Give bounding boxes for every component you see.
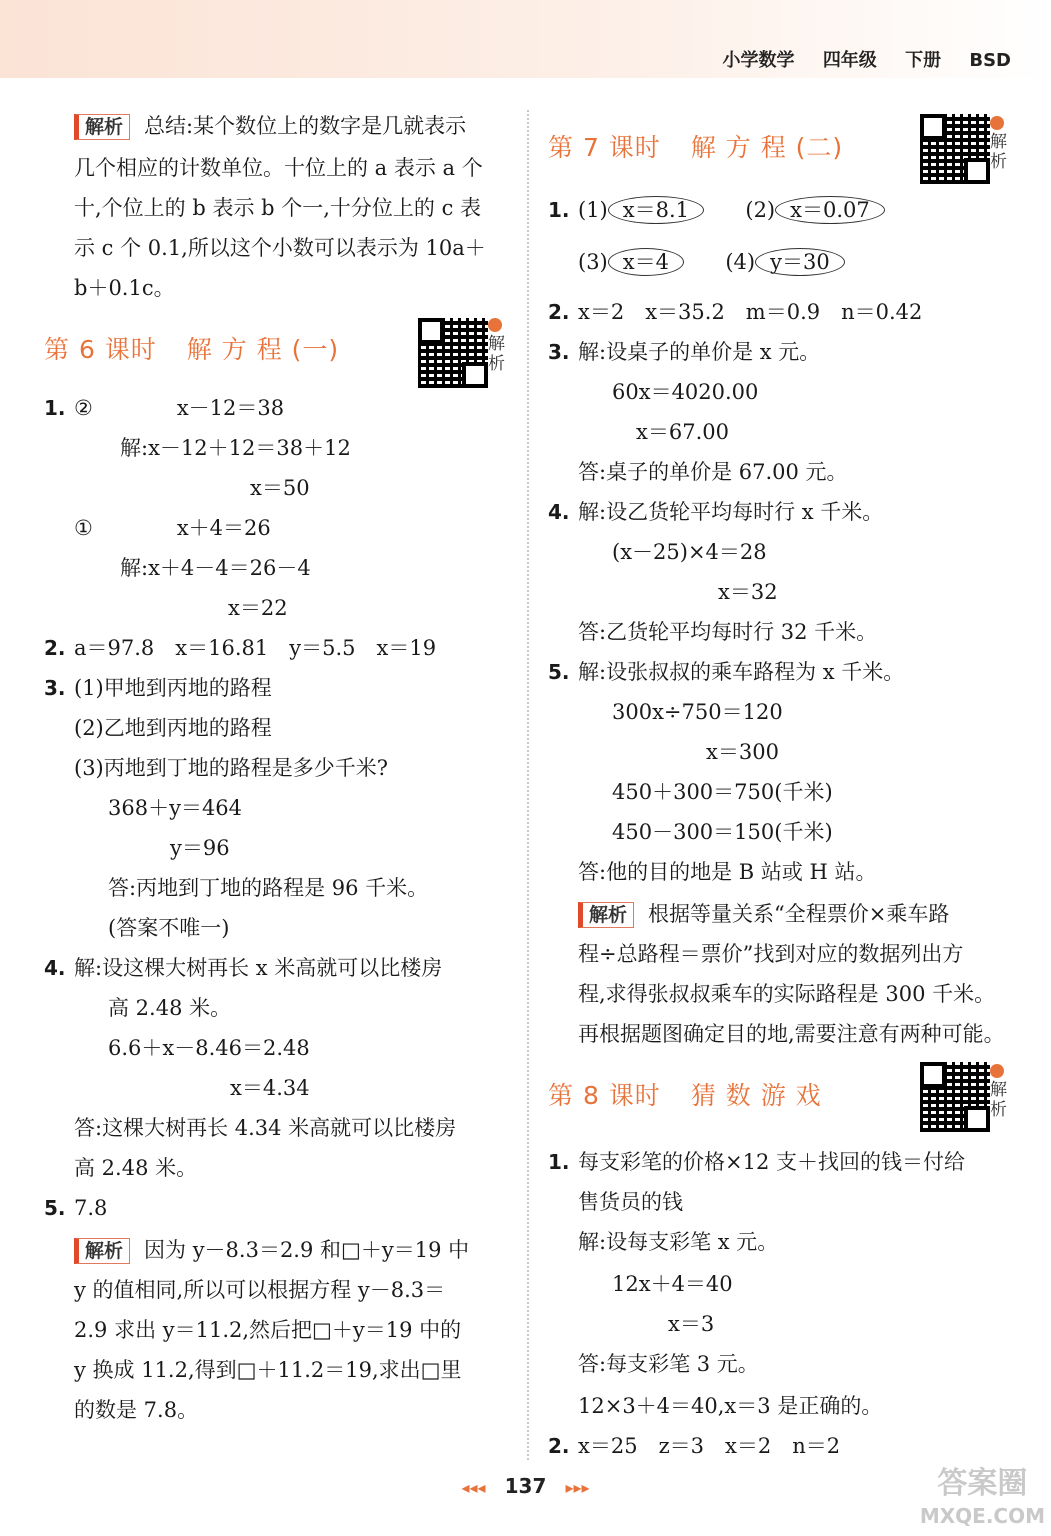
solution-line: 450－300＝150(千米) bbox=[612, 820, 833, 844]
solution-line: 解:x－12＋12＝38＋12 bbox=[120, 436, 351, 460]
solution-line: ① x＋4＝26 bbox=[74, 516, 271, 540]
page-footer bbox=[0, 1474, 1051, 1498]
solution-line: ② x－12＝38 bbox=[74, 396, 285, 420]
grade: 四年级 bbox=[822, 50, 877, 71]
solution-line: 解:设每支彩笔 x 元。 bbox=[578, 1230, 779, 1254]
solution-line: 450＋300＝750(千米) bbox=[612, 780, 833, 804]
q-number: 1. bbox=[44, 396, 66, 420]
next-arrows-icon: ▸▸▸ bbox=[565, 1478, 590, 1497]
edition: BSD bbox=[969, 50, 1011, 71]
analysis-line: 再根据题图确定目的地,需要注意有两种可能。 bbox=[578, 1022, 1005, 1046]
solution-line: 答:乙货轮平均每时行 32 千米。 bbox=[578, 620, 878, 644]
qr-code-icon[interactable] bbox=[418, 318, 488, 388]
analysis-tag: 解析 bbox=[74, 1238, 130, 1264]
solution-line: 答:桌子的单价是 67.00 元。 bbox=[578, 460, 848, 484]
solution-line: 答:丙地到丁地的路程是 96 千米。 bbox=[108, 876, 429, 900]
analysis-tag: 解析 bbox=[74, 114, 130, 140]
solution-line: x＝300 bbox=[706, 740, 779, 764]
intro-line: 解析 总结:某个数位上的数字是几就表示 bbox=[74, 112, 466, 140]
prev-arrows-icon: ◂◂◂ bbox=[461, 1478, 486, 1497]
intro-line: 几个相应的计数单位。十位上的 a 表示 a 个 bbox=[74, 156, 483, 180]
analysis-line: 程÷总路程＝票价”找到对应的数据列出方 bbox=[578, 942, 964, 966]
analysis-line: 2.9 求出 y＝11.2,然后把□＋y＝19 中的 bbox=[74, 1318, 462, 1342]
analysis-line: 解析 根据等量关系“全程票价×乘车路 bbox=[578, 900, 949, 928]
circled-answer: y＝30 bbox=[755, 248, 845, 276]
solution-line: x＝32 bbox=[718, 580, 778, 604]
solution-line: 6.6＋x－8.46＝2.48 bbox=[108, 1036, 310, 1060]
solution-line: x＝4.34 bbox=[230, 1076, 310, 1100]
lesson-6-title: 第 6 课时 解 方 程 (一) bbox=[44, 335, 340, 364]
solution-line: 300x÷750＝120 bbox=[612, 700, 783, 724]
solution-line: 售货员的钱 bbox=[578, 1190, 683, 1214]
solution-line: 12x＋4＝40 bbox=[612, 1272, 733, 1296]
lesson-8-title: 第 8 课时 猜 数 游 戏 bbox=[548, 1081, 822, 1110]
solution-line: (2)乙地到丙地的路程 bbox=[74, 716, 272, 740]
lesson-7-title: 第 7 课时 解 方 程 (二) bbox=[548, 133, 844, 162]
running-header bbox=[701, 46, 1011, 72]
play-icon bbox=[990, 116, 1004, 130]
page-number: 137 bbox=[504, 1474, 547, 1498]
analysis-line: 的数是 7.8。 bbox=[74, 1398, 199, 1422]
analysis-line: 解析 因为 y－8.3＝2.9 和□＋y＝19 中 bbox=[74, 1236, 469, 1264]
solution-line: (x－25)×4＝28 bbox=[612, 540, 767, 564]
analysis-line: y 的值相同,所以可以根据方程 y－8.3＝ bbox=[74, 1278, 446, 1302]
circled-answer: x＝4 bbox=[608, 248, 684, 276]
solution-line: y＝96 bbox=[170, 836, 230, 860]
q-number: 2. bbox=[548, 300, 570, 324]
qr-code-icon[interactable] bbox=[920, 1062, 990, 1132]
solution-line: 368＋y＝464 bbox=[108, 796, 243, 820]
solution-line: x＝2 x＝35.2 m＝0.9 n＝0.42 bbox=[578, 300, 923, 324]
solution-line: (1)甲地到丙地的路程 bbox=[74, 676, 272, 700]
term: 下册 bbox=[905, 50, 942, 71]
play-icon bbox=[990, 1064, 1004, 1078]
solution-line: 解:设乙货轮平均每时行 x 千米。 bbox=[578, 500, 884, 524]
q-number: 3. bbox=[44, 676, 66, 700]
solution-line: x＝50 bbox=[250, 476, 310, 500]
q-number: 2. bbox=[44, 636, 66, 660]
solution-line: x＝25 z＝3 x＝2 n＝2 bbox=[578, 1434, 841, 1458]
analysis-line: 程,求得张叔叔乘车的实际路程是 300 千米。 bbox=[578, 982, 996, 1006]
solution-line: 解:x＋4－4＝26－4 bbox=[120, 556, 311, 580]
solution-line: 解:设这棵大树再长 x 米高就可以比楼房 bbox=[74, 956, 443, 980]
intro-line: b＋0.1c。 bbox=[74, 276, 175, 300]
intro-line: 十,个位上的 b 表示 b 个一,十分位上的 c 表 bbox=[74, 196, 482, 220]
solution-line: x＝67.00 bbox=[636, 420, 729, 444]
solution-line: 每支彩笔的价格×12 支＋找回的钱＝付给 bbox=[578, 1150, 965, 1174]
q-number: 4. bbox=[548, 500, 570, 524]
solution-line: (3)丙地到丁地的路程是多少千米? bbox=[74, 756, 389, 780]
analysis-line: y 换成 11.2,得到□＋11.2＝19,求出□里 bbox=[74, 1358, 462, 1382]
circled-answer: x＝0.07 bbox=[775, 196, 885, 224]
oval-answers-row: (1) x＝8.1 (2) x＝0.07 bbox=[578, 196, 885, 224]
oval-answers-row: (3) x＝4 (4) y＝30 bbox=[578, 248, 845, 276]
q-number: 3. bbox=[548, 340, 570, 364]
watermark: 答案圈 MXQE.COM bbox=[919, 1466, 1045, 1528]
solution-line: 答:这棵大树再长 4.34 米高就可以比楼房 bbox=[74, 1116, 457, 1140]
q-number: 5. bbox=[44, 1196, 66, 1220]
qr-code-icon[interactable] bbox=[920, 114, 990, 184]
solution-line: 解:设桌子的单价是 x 元。 bbox=[578, 340, 821, 364]
solution-line: x＝22 bbox=[228, 596, 288, 620]
solution-line: x＝3 bbox=[668, 1312, 715, 1336]
q-number: 2. bbox=[548, 1434, 570, 1458]
q-number: 4. bbox=[44, 956, 66, 980]
solution-line: 60x＝4020.00 bbox=[612, 380, 759, 404]
q-number: 5. bbox=[548, 660, 570, 684]
column-divider bbox=[527, 110, 529, 1460]
qr-label: 解析 bbox=[990, 116, 1010, 172]
qr-label: 解析 bbox=[488, 318, 508, 374]
circled-answer: x＝8.1 bbox=[608, 196, 704, 224]
q-number: 1. bbox=[548, 198, 570, 222]
intro-line: 示 c 个 0.1,所以这个小数可以表示为 10a＋ bbox=[74, 236, 486, 260]
solution-line: a＝97.8 x＝16.81 y＝5.5 x＝19 bbox=[74, 636, 437, 660]
solution-line: 答:每支彩笔 3 元。 bbox=[578, 1352, 759, 1376]
q-number: 1. bbox=[548, 1150, 570, 1174]
subject: 小学数学 bbox=[722, 50, 795, 71]
solution-line: 解:设张叔叔的乘车路程为 x 千米。 bbox=[578, 660, 905, 684]
solution-line: 12×3＋4＝40,x＝3 是正确的。 bbox=[578, 1394, 883, 1418]
solution-line: (答案不唯一) bbox=[108, 916, 230, 940]
solution-line: 高 2.48 米。 bbox=[108, 996, 232, 1020]
solution-line: 7.8 bbox=[74, 1196, 108, 1220]
solution-line: 高 2.48 米。 bbox=[74, 1156, 198, 1180]
play-icon bbox=[488, 318, 502, 332]
analysis-tag: 解析 bbox=[578, 902, 634, 928]
solution-line: 答:他的目的地是 B 站或 H 站。 bbox=[578, 860, 877, 884]
qr-label: 解析 bbox=[990, 1064, 1010, 1120]
